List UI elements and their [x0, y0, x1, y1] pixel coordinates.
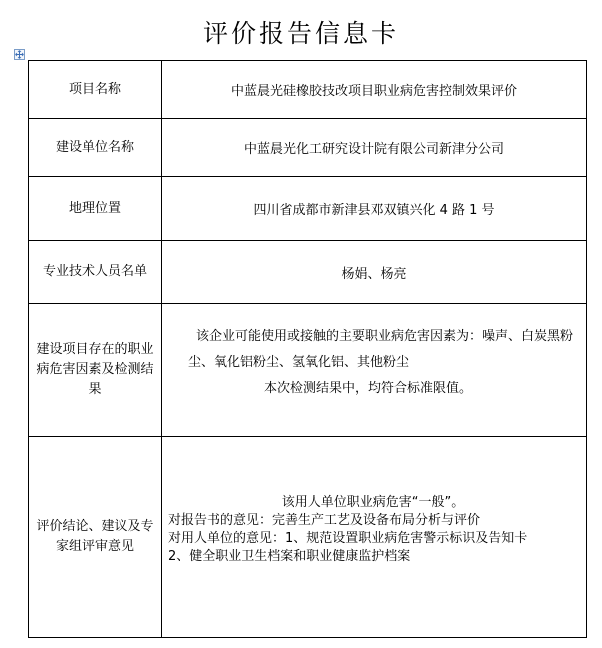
conclusion-line: 该用人单位职业病危害“一般”。 [281, 495, 465, 510]
row-label: 评价结论、建议及专家组评审意见 [29, 437, 162, 638]
document-title: 评价报告信息卡 [202, 19, 399, 48]
table-row [29, 304, 587, 437]
move-handle-icon[interactable] [14, 49, 25, 60]
row-label: 建设项目存在的职业病危害因素及检测结果 [29, 304, 162, 437]
employer-opinion-line-2: 2、健全职业卫生档案和职业健康监护档案 [168, 549, 411, 564]
location-value: 四川省成都市新津县邓双镇兴化 4 路 1 号 [162, 177, 587, 241]
report-opinion-line: 对报告书的意见：完善生产工艺及设备布局分析与评价 [168, 513, 481, 528]
staff-value: 杨娟、杨亮 [162, 241, 587, 304]
table-row [29, 437, 587, 638]
test-result-text: 本次检测结果中，均符合标准限值。 [263, 381, 472, 396]
row-label: 项目名称 [29, 61, 162, 119]
row-label: 专业技术人员名单 [29, 241, 162, 304]
conclusion-cell [162, 437, 587, 638]
hazard-results-cell [162, 304, 587, 437]
employer-opinion-line: 对用人单位的意见：1、规范设置职业病危害警示标识及告知卡 [168, 531, 528, 546]
info-card-table [28, 60, 587, 638]
table-row [29, 241, 587, 304]
table-row [29, 61, 587, 119]
row-label: 建设单位名称 [29, 119, 162, 177]
row-label: 地理位置 [29, 177, 162, 241]
table-row [29, 177, 587, 241]
hazard-factors-text: 该企业可能使用或接触的主要职业病危害因素为：噪声、白炭黑粉尘、氧化铝粉尘、氢氧化铝、其他粉尘 [188, 329, 574, 370]
table-row [29, 119, 587, 177]
project-name-value: 中蓝晨光硅橡胶技改项目职业病危害控制效果评价 [162, 61, 587, 119]
company-name-value: 中蓝晨光化工研究设计院有限公司新津分公司 [162, 119, 587, 177]
